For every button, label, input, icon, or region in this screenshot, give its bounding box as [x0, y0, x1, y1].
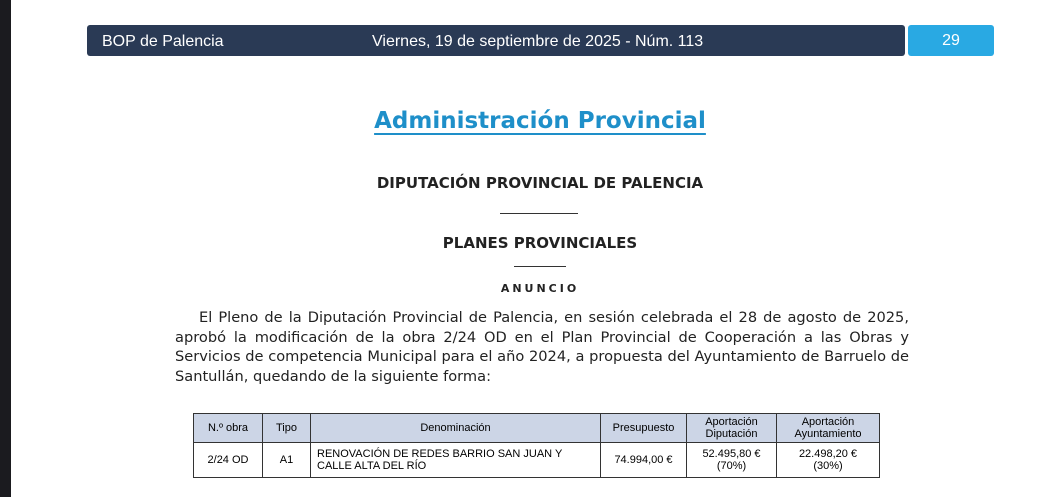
cell-presupuesto: 74.994,00 € — [601, 443, 687, 478]
cell-denominacion: RENOVACIÓN DE REDES BARRIO SAN JUAN Y CALLE ALTA DEL RÍO — [311, 443, 601, 478]
col-header-tipo: Tipo — [263, 414, 311, 443]
cell-num-obra: 2/24 OD — [194, 443, 263, 478]
notice-body: El Pleno de la Diputación Provincial de Palencia, en sesión celebrada el 28 de agosto de 2025, aprobó la modificación de la obra 2/24 OD en el Plan Provincial de Cooperación a las Obras y Servicios de competencia Municipal para el año 2024, a propuesta del Ayuntamiento de Barruelo de Santullán, quedando de la siguiente forma: — [175, 309, 909, 385]
cell-tipo: A1 — [263, 443, 311, 478]
works-table — [193, 413, 880, 478]
table-header-row — [194, 414, 880, 443]
col-header-aportacion-ayuntamiento: Aportación Ayuntamiento — [777, 414, 880, 443]
cell-aportacion-diputacion: 52.495,80 € (70%) — [687, 443, 777, 478]
separator-rule — [514, 266, 566, 267]
col-header-num-obra: N.º obra — [194, 414, 263, 443]
publication-name: BOP de Palencia — [102, 33, 224, 50]
cell-aportacion-ayuntamiento: 22.498,20 € (30%) — [777, 443, 880, 478]
issue-date: Viernes, 19 de septiembre de 2025 - Núm. 113 — [372, 33, 704, 50]
notice-label: ANUNCIO — [500, 282, 580, 295]
col-header-aportacion-diputacion: Aportación Diputación — [687, 414, 777, 443]
col-header-denominacion: Denominación — [311, 414, 601, 443]
page-number: 29 — [908, 25, 994, 56]
page-header-bar — [87, 25, 905, 56]
table-row — [194, 443, 880, 478]
section-title: Administración Provincial — [374, 108, 706, 134]
col-header-presupuesto: Presupuesto — [601, 414, 687, 443]
department-heading: PLANES PROVINCIALES — [442, 234, 638, 252]
separator-rule — [500, 213, 578, 214]
institution-heading: DIPUTACIÓN PROVINCIAL DE PALENCIA — [376, 174, 704, 192]
